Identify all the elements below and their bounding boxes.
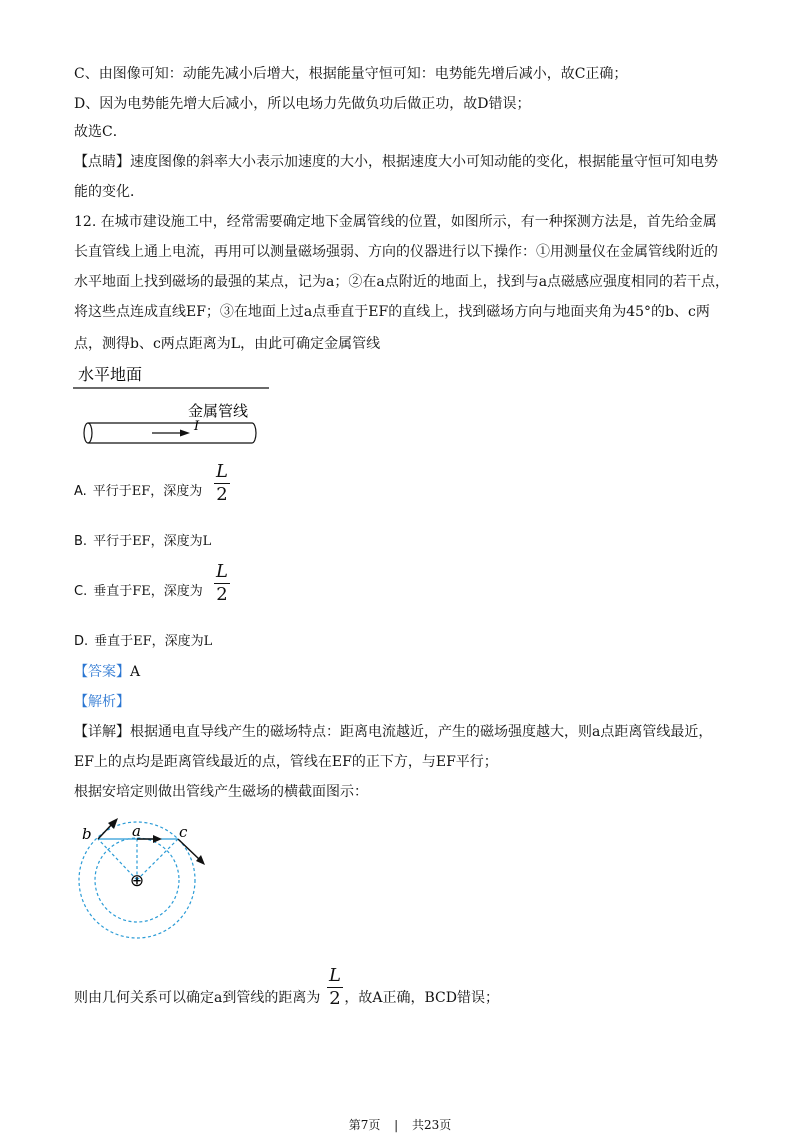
current-label: I <box>194 419 200 434</box>
label-c: c <box>179 823 188 841</box>
option-c-text: 垂直于FE，深度为 <box>93 584 203 599</box>
option-b-text: 平行于EF，深度为L <box>93 534 212 549</box>
page-number: 第7页 <box>348 1118 381 1132</box>
conclusion-frac-num: L <box>329 965 341 986</box>
option-c-letter: C. <box>74 584 88 599</box>
page-footer <box>0 1116 800 1133</box>
option-d-letter: D. <box>74 634 89 649</box>
conclusion-before: 则由几何关系可以确定a到管线的距离为 <box>74 990 321 1006</box>
pipe-label: 金属管线 <box>188 402 249 420</box>
detail-line-2: EF上的点均是距离管线最近的点，管线在EF的正下方，与EF平行； <box>74 754 498 770</box>
conclusion-line <box>74 988 499 1008</box>
detail-text-1: 根据通电直导线产生的磁场特点：距离电流越近，产生的磁场强度越大，则a点距离管线最近， <box>130 724 713 740</box>
label-b: b <box>82 825 92 843</box>
question-line-1: 12. 在城市建设施工中，经常需要确定地下金属管线的位置，如图所示，有一种探测方法是，首先给金属 <box>74 214 717 230</box>
footer-separator: | <box>394 1118 399 1132</box>
option-c-fraction <box>214 562 230 605</box>
option-a-text: 平行于EF，深度为 <box>92 484 203 499</box>
pipe-figure <box>70 362 280 462</box>
detail-line-1 <box>74 722 712 742</box>
detail-tag: 【详解】 <box>74 724 130 740</box>
page-total: 共23页 <box>412 1118 452 1132</box>
tip-tag: 【点睛】 <box>74 154 130 170</box>
current-into-page-icon: ⊕ <box>129 871 145 891</box>
answer-line <box>74 662 140 682</box>
conclusion-frac-den: 2 <box>329 988 341 1009</box>
detail-line-3: 根据安培定则做出管线产生磁场的横截面图示： <box>74 784 368 800</box>
question-line-2: 长直管线上通上电流，再用可以测量磁场强弱、方向的仪器进行以下操作：①用测量仪在金属管线附近的 <box>74 244 718 260</box>
current-arrowhead <box>180 430 190 437</box>
tip-text: 速度图像的斜率大小表示加速度的大小，根据速度大小可知动能的变化，根据能量守恒可知电势 <box>130 154 718 170</box>
paragraph-tip-cont: 能的变化． <box>74 184 144 200</box>
paragraph-tip <box>74 152 718 172</box>
option-d-text: 垂直于EF，深度为L <box>94 634 213 649</box>
ground-label: 水平地面 <box>78 365 143 384</box>
paragraph-c: C、由图像可知：动能先减小后增大，根据能量守恒可知：电势能先增后减小，故C正确； <box>74 66 628 82</box>
question-line-3: 水平地面上找到磁场的最强的某点，记为a；②在a点附近的地面上，找到与a点磁感应强度相同的若干点， <box>74 274 730 290</box>
option-a[interactable] <box>74 482 202 502</box>
conclusion-after: ，故A正确，BCD错误； <box>344 990 499 1006</box>
magnetic-field-figure <box>74 818 214 948</box>
question-line-4: 将这些点连成直线EF；③在地面上过a点垂直于EF的直线上，找到磁场方向与地面夹角为45°的b、c两 <box>74 304 710 320</box>
option-a-fraction <box>214 462 230 505</box>
field-arrowhead-a <box>153 835 162 843</box>
analysis-tag: 【解析】 <box>74 694 130 710</box>
answer-value: A <box>130 664 141 680</box>
option-c-frac-num: L <box>216 561 228 582</box>
answer-tag: 【答案】 <box>74 664 130 680</box>
paragraph-choice: 故选C． <box>74 124 127 140</box>
field-arrow-c <box>178 839 200 860</box>
paragraph-d: D、因为电势能先增大后减小，所以电场力先做负功后做正功，故D错误； <box>74 96 531 112</box>
pipe-end <box>84 423 92 443</box>
option-b[interactable] <box>74 532 211 552</box>
question-line-5: 点，测得b、c两点距离为L，由此可确定金属管线 <box>74 336 381 352</box>
option-a-frac-num: L <box>216 461 228 482</box>
option-d[interactable] <box>74 632 212 652</box>
conclusion-fraction <box>327 966 343 1009</box>
option-c[interactable] <box>74 582 203 602</box>
option-c-frac-den: 2 <box>216 584 228 605</box>
option-a-letter: A. <box>74 484 87 499</box>
option-b-letter: B. <box>74 534 88 549</box>
option-a-frac-den: 2 <box>216 484 228 505</box>
label-a: a <box>132 822 141 840</box>
